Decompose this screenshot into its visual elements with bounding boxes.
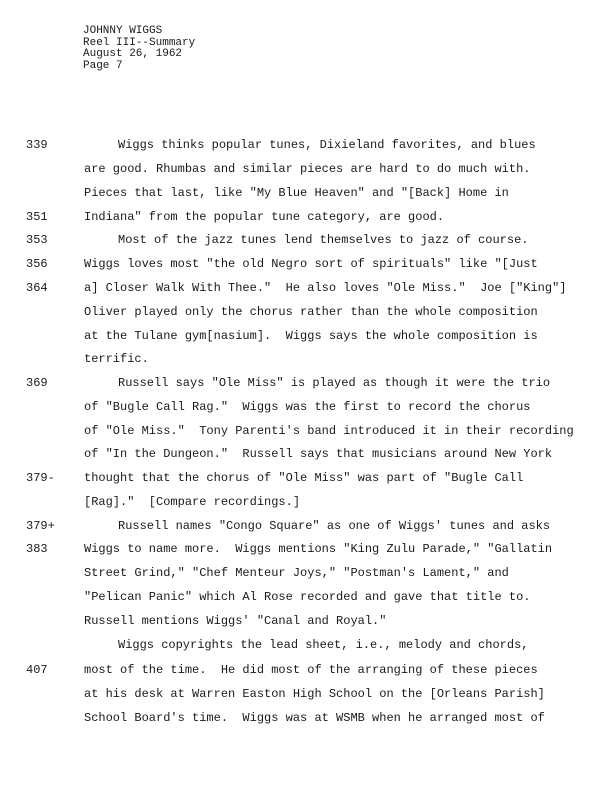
header-reel: Reel III--Summary	[83, 36, 196, 49]
tape-counter: 383	[26, 542, 48, 556]
tape-counter: 364	[26, 281, 48, 295]
line-text: Wiggs copyrights the lead sheet, i.e., melody and chords,	[118, 638, 529, 652]
text-line	[0, 660, 612, 680]
text-line	[0, 230, 612, 250]
tape-counter: 379+	[26, 519, 55, 533]
tape-counter: 407	[26, 663, 48, 677]
text-line	[0, 397, 612, 417]
tape-counter: 351	[26, 210, 48, 224]
page-header	[83, 26, 195, 72]
tape-counter: 339	[26, 138, 48, 152]
header-date: August 26, 1962	[83, 48, 183, 61]
line-text: Oliver played only the chorus rather than the whole composition	[84, 305, 538, 319]
tape-counter: 356	[26, 257, 48, 271]
line-text: at the Tulane gym[nasium]. Wiggs says the whole composition is	[84, 329, 538, 343]
line-text: are good. Rhumbas and similar pieces are hard to do much with.	[84, 162, 531, 176]
line-text: of "Ole Miss." Tony Parenti's band introduced it in their recording	[84, 424, 574, 438]
line-text: [Rag]." [Compare recordings.]	[84, 495, 301, 509]
header-title: JOHNNY WIGGS	[83, 25, 163, 37]
text-line	[0, 302, 612, 322]
text-line	[0, 135, 612, 155]
line-text: Russell mentions Wiggs' "Canal and Royal."	[84, 614, 387, 628]
line-text: Russell says "Ole Miss" is played as though it were the trio	[118, 376, 551, 390]
text-line	[0, 326, 612, 346]
text-line	[0, 611, 612, 631]
line-text: "Pelican Panic" which Al Rose recorded and gave that title to.	[84, 590, 531, 604]
text-line	[0, 468, 612, 488]
text-line	[0, 684, 612, 704]
text-line	[0, 563, 612, 583]
line-text: Most of the jazz tunes lend themselves to jazz of course.	[118, 233, 529, 247]
tape-counter: 369	[26, 376, 48, 390]
header-page-number: Page 7	[83, 59, 123, 72]
line-text: at his desk at Warren Easton High School on the [Orleans Parish]	[84, 687, 545, 701]
text-line	[0, 635, 612, 655]
line-text: of "In the Dungeon." Russell says that musicians around New York	[84, 447, 553, 461]
text-line	[0, 516, 612, 536]
line-text: thought that the chorus of "Ole Miss" was part of "Bugle Call	[84, 471, 524, 485]
tape-counter: 379-	[26, 471, 55, 485]
line-text: Russell names "Congo Square" as one of Wiggs' tunes and asks	[118, 519, 551, 533]
text-line	[0, 373, 612, 393]
line-text: Wiggs to name more. Wiggs mentions "King Zulu Parade," "Gallatin	[84, 542, 553, 556]
line-text: of "Bugle Call Rag." Wiggs was the first to record the chorus	[84, 400, 531, 414]
line-text: most of the time. He did most of the arranging of these pieces	[84, 663, 538, 677]
text-line	[0, 444, 612, 464]
line-text: terrific.	[84, 352, 149, 366]
text-line	[0, 492, 612, 512]
line-text: Wiggs loves most "the old Negro sort of spirituals" like "[Just	[84, 257, 538, 271]
text-line	[0, 539, 612, 559]
text-line	[0, 421, 612, 441]
line-text: Wiggs thinks popular tunes, Dixieland favorites, and blues	[118, 138, 536, 152]
line-text: School Board's time. Wiggs was at WSMB when he arranged most of	[84, 711, 545, 725]
text-line	[0, 254, 612, 274]
text-line	[0, 207, 612, 227]
line-text: a] Closer Walk With Thee." He also loves "Ole Miss." Joe ["King"]	[84, 281, 567, 295]
text-line	[0, 708, 612, 728]
line-text: Indiana" from the popular tune category, are good.	[84, 210, 445, 224]
tape-counter: 353	[26, 233, 48, 247]
line-text: Pieces that last, like "My Blue Heaven" and "[Back] Home in	[84, 186, 509, 200]
text-line	[0, 159, 612, 179]
text-line	[0, 183, 612, 203]
text-line	[0, 349, 612, 369]
text-line	[0, 278, 612, 298]
text-line	[0, 587, 612, 607]
line-text: Street Grind," "Chef Menteur Joys," "Postman's Lament," and	[84, 566, 509, 580]
